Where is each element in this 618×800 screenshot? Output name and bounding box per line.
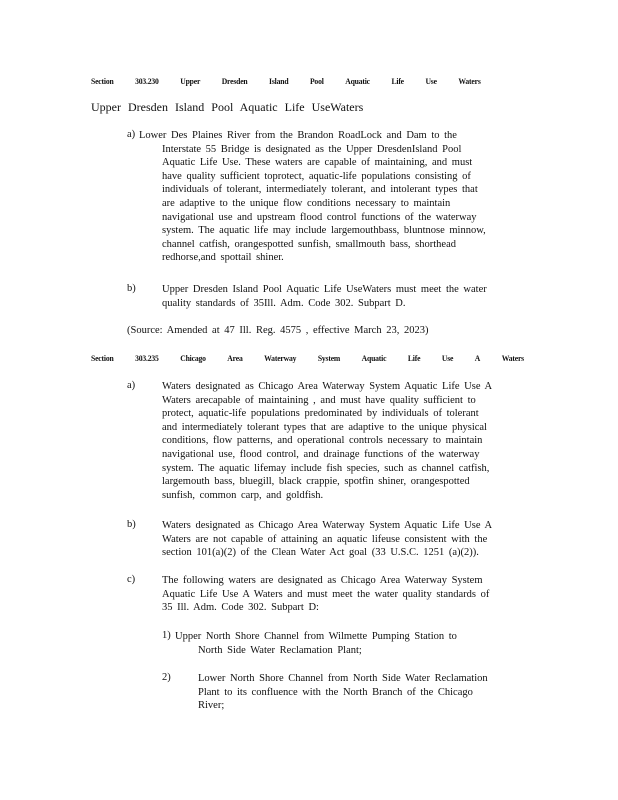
paragraph-line: system. The aquatic lifemay include fish species, such as channel catfish, — [162, 462, 490, 474]
section-title-word: Upper — [180, 76, 201, 86]
para-label-a: a) — [127, 380, 136, 391]
section-title-word: Aquatic — [345, 76, 370, 86]
paragraph-line: protect, aquatic-life populations predominated by individuals of tolerant — [162, 408, 479, 420]
item-1-cont — [198, 644, 362, 658]
section-title-word: Waterway — [264, 353, 297, 363]
source-note-230: (Source: Amended at 47 Ill. Reg. 4575 , effective March 23, 2023) — [127, 325, 429, 336]
item-label-1: 1) — [162, 630, 171, 641]
section-label: Section — [91, 353, 114, 363]
paragraph-line: Waters designated as Chicago Area Waterway System Aquatic Life Use A — [162, 381, 493, 392]
paragraph-line: navigational use and upstream flood control functions of the waterway — [162, 211, 477, 223]
paragraph-line: navigational use, flood control, and drainage functions of the waterway — [162, 448, 480, 460]
paragraph-235-b — [162, 519, 492, 560]
paragraph-line: section 101(a)(2) of the Clean Water Act goal (33 U.S.C. 1251 (a)(2)). — [162, 547, 479, 559]
section-header-230 — [91, 76, 491, 86]
paragraph-line: individuals of tolerant, intermediately tolerant, and intolerant types that — [162, 184, 478, 196]
paragraph-line: quality standards of 35Ill. Adm. Code 302. Subpart D. — [162, 297, 406, 309]
section-title-word: A — [474, 353, 481, 363]
item-1-line-1 — [175, 630, 457, 644]
section-number: 303.235 — [135, 353, 159, 363]
section-title-word: Waters — [501, 353, 524, 363]
item-2 — [198, 672, 488, 713]
section-title-word: Island — [269, 76, 289, 86]
section-header-235 — [91, 353, 535, 363]
paragraph-line: Upper North Shore Channel from Wilmette Pumping Station to — [175, 631, 457, 642]
paragraph-line: largemouth bass, bluegill, black crappie, spotfin shiner, orangespotted — [162, 476, 470, 488]
section-title-word: Pool — [309, 76, 324, 86]
paragraph-line: have quality sufficient toprotect, aquatic-life populations consisting of — [162, 170, 471, 182]
paragraph-line: redhorse,and spottail shiner. — [162, 252, 284, 264]
paragraph-line: The following waters are designated as Chicago Area Waterway System — [162, 575, 483, 586]
section-title-word: Life — [407, 353, 421, 363]
section-title-word: Area — [227, 353, 243, 363]
item-label-2: 2) — [162, 672, 171, 683]
section-title-word: Life — [391, 76, 404, 86]
paragraph-235-c — [162, 574, 489, 615]
section-number: 303.230 — [135, 76, 159, 86]
para-label-b: b) — [127, 519, 136, 530]
paragraph-235-a — [162, 380, 492, 502]
paragraph-line: Upper Dresden Island Pool Aquatic Life UseWaters must meet the water — [162, 284, 487, 295]
section-label: Section — [91, 76, 114, 86]
section-title-word: Waters — [458, 76, 481, 86]
para-label-b: b) — [127, 283, 136, 294]
paragraph-line: system. The aquatic life may include largemouthbass, bluntnose minnow, — [162, 225, 486, 237]
paragraph-line: River; — [198, 700, 225, 712]
section-title-word: System — [317, 353, 341, 363]
paragraph-230-b — [162, 283, 487, 310]
paragraph-line: Interstate 55 Bridge is designated as the Upper DresdenIsland Pool — [162, 143, 462, 155]
paragraph-line: Aquatic Life Use A Waters and must meet the water quality standards of — [162, 588, 490, 600]
paragraph-line: Aquatic Life Use. These waters are capable of maintaining, and must — [162, 157, 473, 169]
section-title-word: Chicago — [180, 353, 206, 363]
paragraph-line: conditions, flow patterns, and operational controls necessary to maintain — [162, 435, 483, 447]
paragraph-line: are adaptive to the unique flow conditions necessary to maintain — [162, 197, 451, 209]
paragraph-line: channel catfish, orangespotted sunfish, smallmouth bass, shorthead — [162, 238, 456, 250]
section-title-word: Use — [441, 353, 454, 363]
paragraph-230-a-cont — [162, 143, 486, 265]
section-title-word: Dresden — [221, 76, 248, 86]
paragraph-230-a — [139, 129, 457, 143]
para-label-a: a) — [127, 129, 136, 140]
section-title-word: Aquatic — [361, 353, 387, 363]
paragraph-line: Lower North Shore Channel from North Side Water Reclamation — [198, 673, 488, 684]
paragraph-line: 35 Ill. Adm. Code 302. Subpart D: — [162, 602, 319, 614]
paragraph-line: Waters arecapable of maintaining , and must have quality sufficient to — [162, 394, 476, 406]
paragraph-line: and intermediately tolerant types that are adaptive to the unique physical — [162, 421, 487, 433]
paragraph-line: Waters designated as Chicago Area Waterway System Aquatic Life Use A — [162, 520, 493, 531]
section-heading-230: Upper Dresden Island Pool Aquatic Life UseWaters — [91, 100, 364, 114]
paragraph-line: sunfish, common carp, and goldfish. — [162, 489, 324, 501]
paragraph-line: Lower Des Plaines River from the Brandon RoadLock and Dam to the — [139, 130, 457, 141]
paragraph-line: North Side Water Reclamation Plant; — [198, 644, 362, 656]
para-label-c: c) — [127, 574, 136, 585]
paragraph-line: Waters are not capable of attaining an aquatic lifeuse consistent with the — [162, 533, 488, 545]
section-title-word: Use — [425, 76, 437, 86]
paragraph-line: Plant to its confluence with the North Branch of the Chicago — [198, 686, 473, 698]
